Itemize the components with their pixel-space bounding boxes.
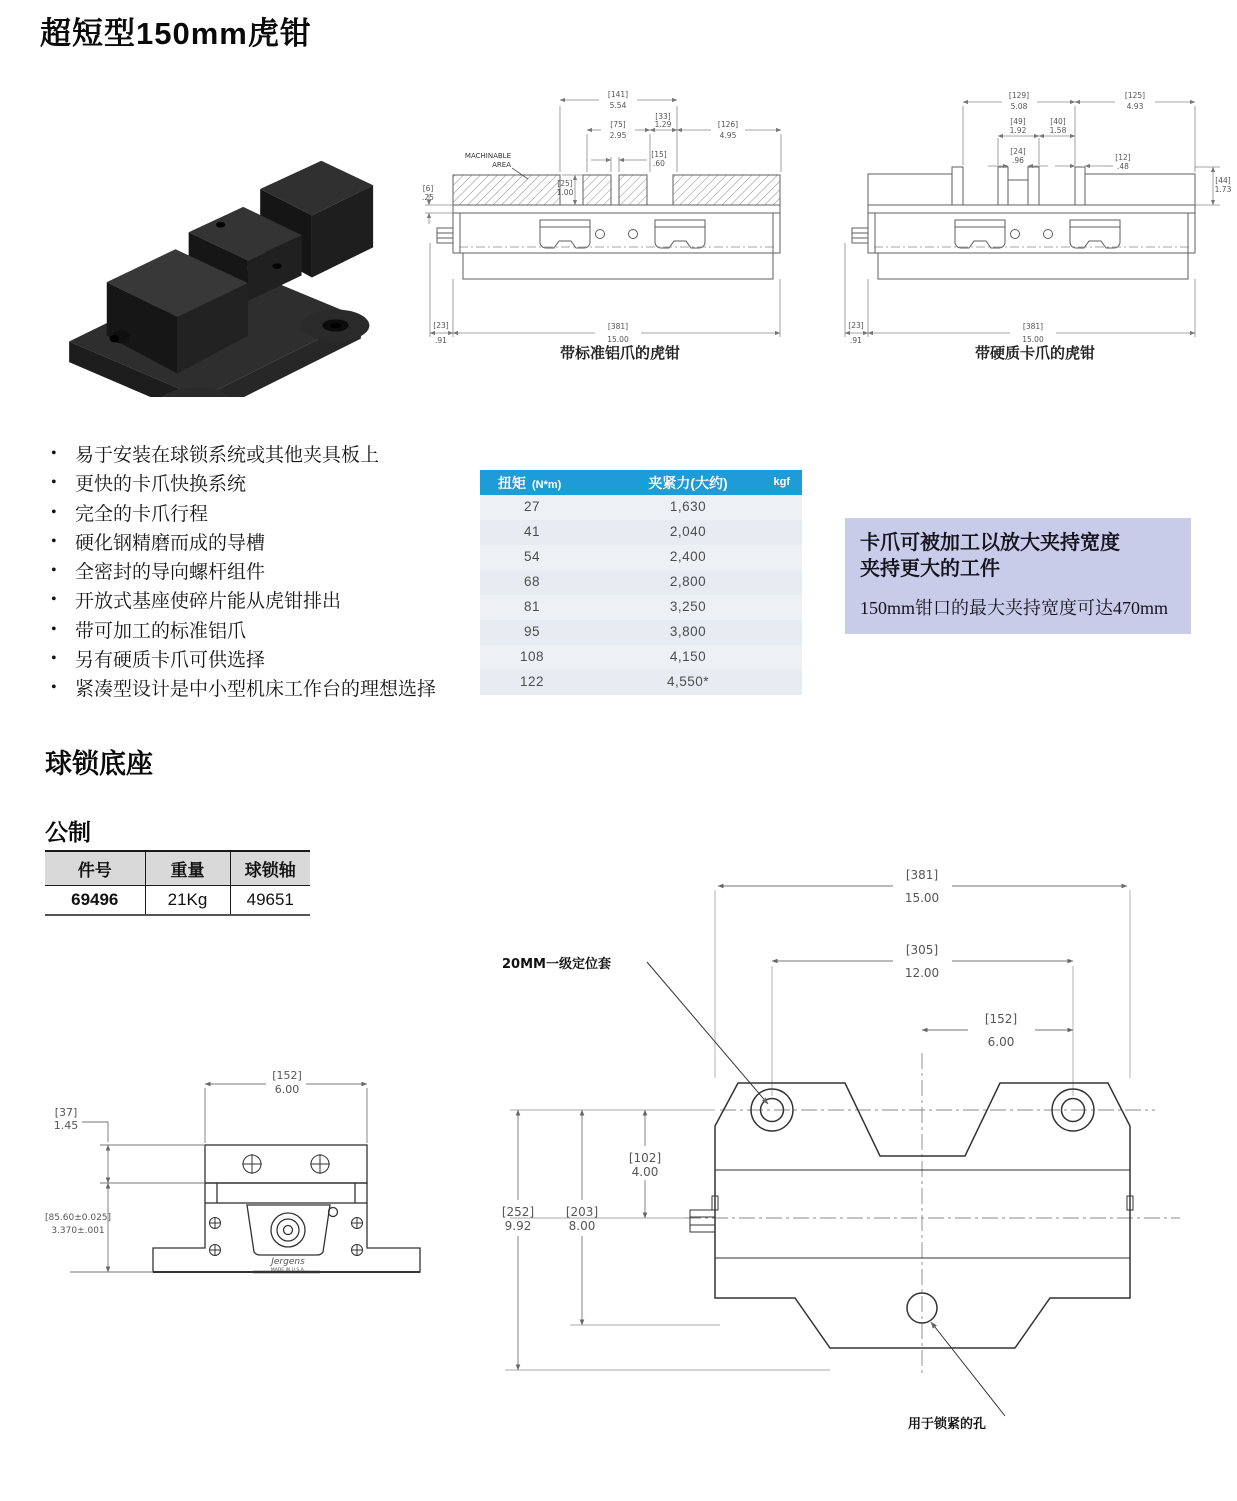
lock-hole-label: 用于锁紧的孔 bbox=[908, 1417, 987, 1432]
dim-label: [305] bbox=[905, 943, 939, 957]
dim-label: [6] bbox=[422, 184, 434, 193]
dim-label: .60 bbox=[653, 159, 665, 168]
feature-list bbox=[45, 446, 485, 709]
dim-label: 2.95 bbox=[609, 131, 627, 140]
dim-label: 15.00 bbox=[904, 891, 940, 905]
dim-label: 1.29 bbox=[654, 120, 672, 129]
weight-header: 重量 bbox=[145, 851, 230, 886]
dim-label: [152] bbox=[272, 1069, 302, 1082]
dim-label: [152] bbox=[984, 1012, 1018, 1026]
dim-label: 8.00 bbox=[568, 1219, 596, 1233]
dim-label: [40] bbox=[1050, 117, 1066, 126]
dim-label: [141] bbox=[607, 90, 629, 99]
dimension-lines bbox=[845, 102, 1220, 337]
dim-label: 1.92 bbox=[1009, 126, 1027, 135]
metric-table-header-row bbox=[45, 851, 310, 886]
dim-label: [125] bbox=[1124, 91, 1146, 100]
torque-table-body bbox=[480, 495, 802, 695]
dim-label: 9.92 bbox=[504, 1219, 532, 1233]
part-number-header: 件号 bbox=[77, 861, 112, 880]
dim-label: 4.00 bbox=[631, 1165, 659, 1179]
dim-label: .48 bbox=[1117, 162, 1129, 171]
dim-label: 6.00 bbox=[274, 1083, 300, 1096]
dim-label: [381] bbox=[607, 322, 629, 331]
dim-label: [24] bbox=[1010, 147, 1026, 156]
torque-column-header: 扭矩 (N*m) bbox=[498, 475, 562, 491]
made-in-usa-text: MADE IN U.S.A. bbox=[270, 1268, 306, 1273]
part-number-value: 69496 bbox=[71, 890, 119, 909]
base-plan-view-drawing bbox=[490, 858, 1237, 1458]
page-title: 超短型150mm虎钳 bbox=[40, 16, 312, 51]
product-photo-vise bbox=[55, 92, 375, 397]
callout-heading-line2: 夹持更大的工件 bbox=[860, 557, 1000, 580]
table-row: 95 3,800 bbox=[480, 620, 802, 645]
dim-label: [12] bbox=[1115, 153, 1131, 162]
clamp-force-column-header: 夹紧力(大约) bbox=[648, 475, 728, 491]
dim-label: [381] bbox=[1022, 322, 1044, 331]
dim-label: 6.00 bbox=[987, 1035, 1015, 1049]
table-row: 81 3,250 bbox=[480, 595, 802, 620]
dim-label: [381] bbox=[905, 868, 939, 882]
dim-label: [44] bbox=[1215, 176, 1231, 185]
drawing-standard-jaws bbox=[415, 62, 820, 362]
section-heading-ball-lock-base: 球锁底座 bbox=[45, 749, 153, 779]
table-row: 108 4,150 bbox=[480, 645, 802, 670]
vise-render bbox=[69, 161, 373, 397]
dim-label: 5.54 bbox=[609, 101, 627, 110]
base-plan-outline bbox=[690, 1083, 1133, 1348]
machinable-area-label: MACHINABLE bbox=[464, 152, 511, 160]
feature-item: • 带可加工的标准铝爪 bbox=[45, 622, 485, 642]
drawing-hard-jaws bbox=[830, 62, 1235, 362]
dim-label: [85.60±0.025] bbox=[44, 1213, 112, 1223]
table-row: 122 4,550* bbox=[480, 670, 802, 695]
feature-item: • 硬化钢精磨而成的导槽 bbox=[45, 534, 485, 554]
feature-item: • 开放式基座使碎片能从虎钳排出 bbox=[45, 592, 485, 612]
dim-label: 12.00 bbox=[904, 966, 940, 980]
dim-label: 15.00 bbox=[1022, 335, 1044, 344]
vise-section-outline bbox=[852, 167, 1195, 279]
feature-item: • 易于安装在球锁系统或其他夹具板上 bbox=[45, 446, 485, 466]
base-front-outline bbox=[153, 1145, 420, 1272]
dim-label: 4.95 bbox=[719, 131, 737, 140]
dim-label: [23] bbox=[433, 321, 449, 330]
dim-label: [129] bbox=[1008, 91, 1030, 100]
vise-section-outline bbox=[437, 175, 780, 279]
torque-table bbox=[480, 470, 802, 695]
feature-item: • 全密封的导向螺杆组件 bbox=[45, 563, 485, 583]
dim-label: 1.00 bbox=[556, 188, 574, 197]
dim-label: 1.58 bbox=[1049, 126, 1067, 135]
feature-item: • 另有硬质卡爪可供选择 bbox=[45, 651, 485, 671]
dimension-lines bbox=[70, 1084, 367, 1272]
drawing-caption-standard: 带标准铝爪的虎钳 bbox=[559, 345, 680, 362]
dim-label: [203] bbox=[565, 1205, 599, 1219]
dim-label: [126] bbox=[717, 120, 739, 129]
base-front-view-drawing bbox=[30, 1058, 450, 1328]
dim-label: [49] bbox=[1010, 117, 1026, 126]
kgf-unit-header: kgf bbox=[773, 476, 790, 488]
dim-label: .91 bbox=[435, 336, 447, 345]
dim-label: 1.73 bbox=[1214, 185, 1232, 194]
table-row: 27 1,630 bbox=[480, 495, 802, 520]
feature-item: • 完全的卡爪行程 bbox=[45, 505, 485, 525]
feature-item: • 更快的卡爪快换系统 bbox=[45, 475, 485, 495]
centerlines bbox=[685, 1053, 1180, 1373]
dim-label: [15] bbox=[651, 150, 667, 159]
locating-bushing-label: 20MM一级定位套 bbox=[502, 957, 611, 972]
dim-label: [37] bbox=[54, 1106, 78, 1119]
shank-header: 球锁轴 bbox=[230, 851, 310, 886]
weight-value: 21Kg bbox=[145, 886, 230, 916]
dim-label: 1.45 bbox=[53, 1119, 79, 1132]
dim-label: [102] bbox=[628, 1151, 662, 1165]
dim-label: [75] bbox=[610, 120, 626, 129]
machinable-area-label: AREA bbox=[492, 161, 511, 169]
brand-logo-text: Jergens bbox=[271, 1257, 305, 1267]
jaw-machining-callout bbox=[845, 518, 1191, 634]
dim-label: [33] bbox=[655, 112, 671, 121]
metric-subheading: 公制 bbox=[45, 819, 91, 845]
callout-heading-line1: 卡爪可被加工以放大夹持宽度 bbox=[860, 532, 1120, 554]
dim-label: 3.370±.001 bbox=[51, 1226, 105, 1236]
dim-label: 15.00 bbox=[607, 335, 629, 344]
dim-label: [23] bbox=[848, 321, 864, 330]
dim-label: .96 bbox=[1012, 156, 1024, 165]
dim-label: 5.08 bbox=[1010, 102, 1028, 111]
metric-table bbox=[45, 850, 310, 916]
callout-body-text: 150mm钳口的最大夹持宽度可达470mm bbox=[860, 598, 1169, 619]
table-row: 41 2,040 bbox=[480, 520, 802, 545]
torque-table-header bbox=[480, 470, 802, 495]
feature-item: • 紧凑型设计是中小型机床工作台的理想选择 bbox=[45, 680, 485, 700]
dim-label: .91 bbox=[850, 336, 862, 345]
dim-label: [252] bbox=[501, 1205, 535, 1219]
table-row bbox=[45, 886, 310, 916]
table-row: 68 2,800 bbox=[480, 570, 802, 595]
dim-label: .25 bbox=[422, 193, 434, 202]
shank-value: 49651 bbox=[230, 886, 310, 916]
table-row: 54 2,400 bbox=[480, 545, 802, 570]
dim-label: 4.93 bbox=[1126, 102, 1144, 111]
drawing-caption-hard: 带硬质卡爪的虎钳 bbox=[974, 345, 1095, 362]
dim-label: [25] bbox=[557, 179, 573, 188]
